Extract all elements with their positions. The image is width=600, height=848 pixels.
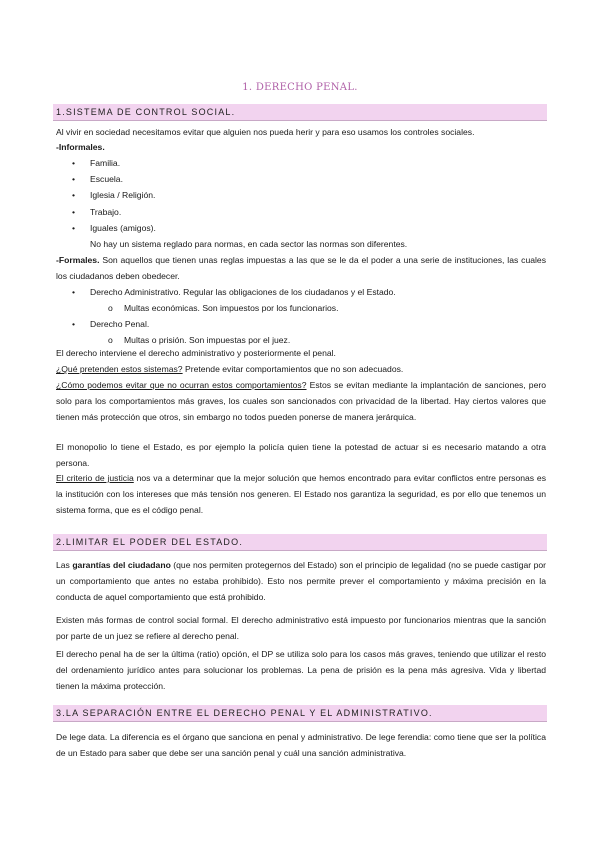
formales-paragraph — [56, 252, 546, 284]
section-2-heading: 2.LIMITAR EL PODER DEL ESTADO. — [53, 534, 547, 551]
monopolio-paragraph: El monopolio lo tiene el Estado, es por ejemplo la policía quien tiene la potestad de actuar si es necesario matando a otra persona. — [56, 442, 546, 469]
question-text: ¿Qué pretenden estos sistemas? — [56, 364, 183, 374]
section-1-heading: 1.SISTEMA DE CONTROL SOCIAL. — [53, 104, 547, 121]
bold-term: garantías del ciudadano — [72, 560, 171, 570]
formales-list-2 — [56, 316, 546, 332]
sub-item-text: Multas económicas. Son impuestos por los funcionarios. — [124, 303, 339, 313]
formales-text: Son aquellos que tienen unas reglas impuestas a las que se le da el poder a una serie de instituciones, las cuales los ciudadanos deben obedecer. — [56, 255, 546, 282]
question-2 — [56, 377, 546, 426]
answer-text: Pretende evitar comportamientos que no son adecuados. — [182, 364, 404, 374]
section-2-p1 — [56, 557, 546, 606]
formales-list-1 — [56, 284, 546, 300]
list-item: • Iglesia / Religión. — [56, 187, 546, 203]
question-1 — [56, 361, 546, 377]
section-3-heading: 3.LA SEPARACIÓN ENTRE EL DERECHO PENAL Y EL ADMINISTRATIVO. — [53, 705, 547, 722]
answer-text: Estos se evitan mediante la implantación de sanciones, pero solo para los comportamientos más graves, los cuales son sancionados con privacidad de la libertad. Hay ciertos valores que tienen más protección que otros, sin embargo no todos pueden ponerse de manera jerárquica. — [56, 380, 547, 423]
section-2-p3: El derecho penal ha de ser la última (ratio) opción, el DP se utiliza solo para los casos más graves, teniendo que utilizar el resto del ordenamiento jurídico antes para solucionar los problemas. La pena de prisión es la pena más agresiva. Vida y libertad tienen la máxima protección. — [56, 649, 546, 692]
list-item: • Familia. — [56, 155, 546, 171]
list-item: • Escuela. — [56, 171, 546, 187]
informales-list — [56, 155, 546, 236]
derecho-line: El derecho interviene el derecho administrativo y posteriormente el penal. — [56, 348, 336, 358]
informales-label: -Informales. — [56, 142, 105, 152]
circle-bullet-icon: o — [108, 335, 113, 345]
circle-bullet-icon: o — [108, 303, 113, 313]
informales-note: No hay un sistema reglado para normas, en cada sector las normas son diferentes. — [90, 239, 408, 249]
text: Las — [56, 560, 73, 570]
criterio-term: El criterio de justicia — [56, 473, 134, 483]
criterio-text: nos va a determinar que la mejor solución que hemos encontrado para evitar conflictos entre personas es la institución con los intereses que más tensión nos generen. El Estado nos garantiza la seguridad, es por ello que tenemos un sistema forma, que es el código penal. — [56, 473, 546, 516]
list-item: • Trabajo. — [56, 204, 546, 220]
section-2-p2: Existen más formas de control social formal. El derecho administrativo está impuesto por funcionarios mientras que la sanción por parte de un juez se refiere al derecho penal. — [56, 615, 546, 642]
criterio-paragraph — [56, 470, 546, 519]
list-item: • Derecho Administrativo. Regular las obligaciones de los ciudadanos y el Estado. — [56, 284, 546, 300]
text: (que nos permiten protegernos del Estado) son el principio de legalidad (no se puede castigar por un comportamiento que antes no estaba prohibido). Esto nos permite prever el comportamiento y máxima precisión en la conducta de aquel comportamiento que está prohibido. — [56, 560, 546, 603]
list-item: • Iguales (amigos). — [56, 220, 546, 236]
formales-label: -Formales. — [56, 255, 100, 265]
question-text: ¿Cómo podemos evitar que no ocurran estos comportamientos? — [56, 380, 307, 390]
sub-item-text: Multas o prisión. Son impuestas por el juez. — [124, 335, 291, 345]
page-title: 1. DERECHO PENAL. — [242, 82, 358, 93]
section-3-p1: De lege data. La diferencia es el órgano que sanciona en penal y administrativo. De lege ferendia: como tiene que ser la política de un Estado para saber que debe ser una sanción penal y cuál una sanción administrativa. — [56, 732, 546, 759]
section-1-intro: Al vivir en sociedad necesitamos evitar que alguien nos pueda herir y para eso usamos los controles sociales. — [56, 127, 475, 137]
list-item: • Derecho Penal. — [56, 316, 546, 332]
